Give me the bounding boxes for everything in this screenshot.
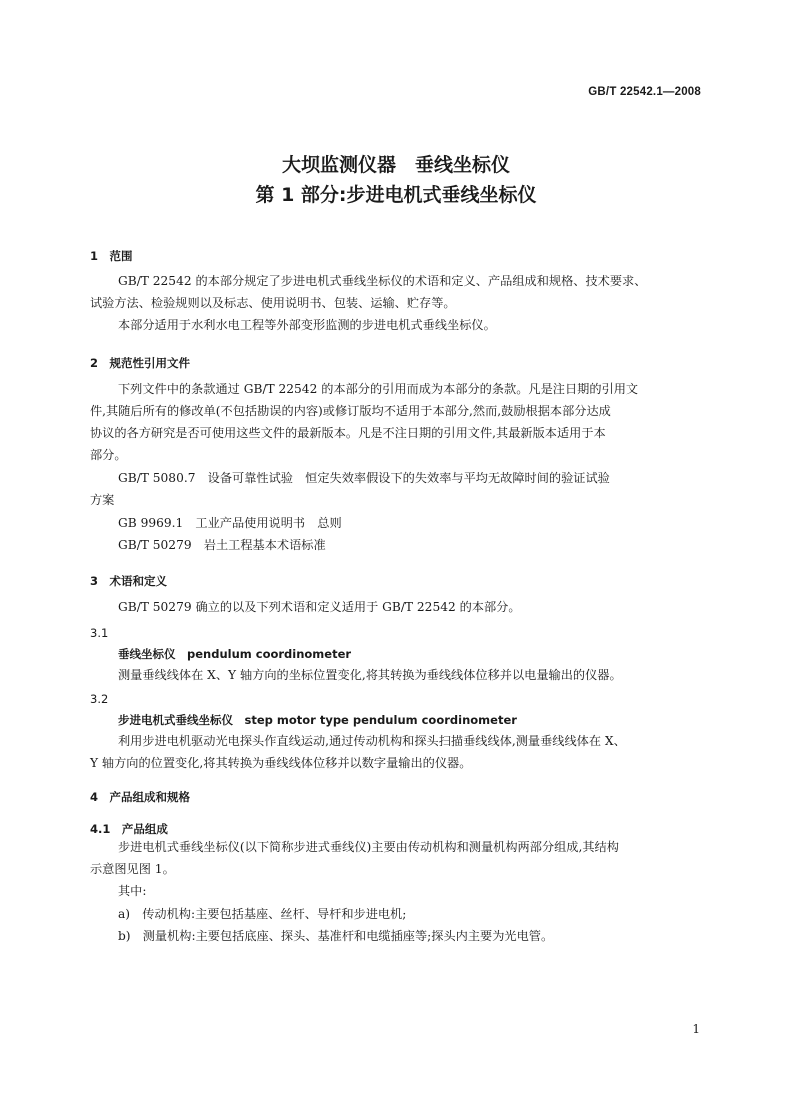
list-item-b: b) 测量机构:主要包括底座、探头、基准杆和电缆插座等;探头内主要为光电管。	[118, 929, 554, 943]
term-3-2-title: 步进电机式垂线坐标仪 step motor type pendulum coordinometer	[118, 713, 517, 727]
s2-para1-line1: 下列文件中的条款通过 GB/T 22542 的本部分的引用而成为本部分的条款。凡是注日期的引用文	[118, 382, 639, 396]
section-1-heading: 1 范围	[90, 249, 133, 263]
s2-para1-line4: 部分。	[90, 448, 127, 462]
ref-gbt5080-line2: 方案	[90, 493, 115, 507]
s1-para1-line1: GB/T 22542 的本部分规定了步进电机式垂线坐标仪的术语和定义、产品组成和规格、技术要求、	[118, 274, 647, 288]
section-2-heading: 2 规范性引用文件	[90, 356, 191, 370]
doc-title-line1: 大坝监测仪器 垂线坐标仪	[281, 154, 510, 176]
standard-number: GB/T 22542.1—2008	[588, 86, 701, 98]
term-3-2-definition-line2: Y 轴方向的位置变化,将其转换为垂线线体位移并以数字量输出的仪器。	[90, 756, 472, 770]
term-3-1-definition: 测量垂线线体在 X、Y 轴方向的坐标位置变化,将其转换为垂线线体位移并以电量输出的仪器。	[118, 668, 622, 682]
s1-para1-line2: 试验方法、检验规则以及标志、使用说明书、包装、运输、贮存等。	[90, 296, 456, 310]
term-3-2-definition-line1: 利用步进电机驱动光电探头作直线运动,通过传动机构和探头扫描垂线线体,测量垂线线体在 X、	[118, 734, 626, 748]
s3-para1: GB/T 50279 确立的以及下列术语和定义适用于 GB/T 22542 的本部分。	[118, 600, 521, 614]
page-number: 1	[692, 1022, 700, 1036]
ref-gbt50279: GB/T 50279 岩土工程基本术语标准	[118, 538, 326, 552]
term-3-2-number: 3.2	[90, 692, 109, 706]
section-4-heading: 4 产品组成和规格	[90, 790, 191, 804]
ref-gbt5080-line1: GB/T 5080.7 设备可靠性试验 恒定失效率假设下的失效率与平均无故障时间的验证试验	[118, 471, 610, 485]
term-3-1-number: 3.1	[90, 626, 109, 640]
s2-para1-line2: 件,其随后所有的修改单(不包括勘误的内容)或修订版均不适用于本部分,然而,鼓励根据本部分达成	[90, 404, 611, 418]
s1-para2: 本部分适用于水利水电工程等外部变形监测的步进电机式垂线坐标仪。	[118, 318, 496, 332]
term-3-1-title: 垂线坐标仪 pendulum coordinometer	[118, 647, 352, 661]
s4-para1-line2: 示意图见图 1。	[90, 862, 175, 876]
list-item-a: a) 传动机构:主要包括基座、丝杆、导杆和步进电机;	[118, 907, 407, 921]
s4-para1-line1: 步进电机式垂线坐标仪(以下简称步进式垂线仪)主要由传动机构和测量机构两部分组成,其结构	[118, 840, 619, 854]
subsection-4-1-heading: 4.1 产品组成	[90, 822, 168, 836]
doc-title-line2: 第 1 部分:步进电机式垂线坐标仪	[255, 184, 537, 206]
section-3-heading: 3 术语和定义	[90, 574, 168, 588]
s2-para1-line3: 协议的各方研究是否可使用这些文件的最新版本。凡是不注日期的引用文件,其最新版本适用于本	[90, 426, 606, 440]
ref-gb9969: GB 9969.1 工业产品使用说明书 总则	[118, 516, 342, 530]
s4-para2: 其中:	[118, 884, 147, 898]
